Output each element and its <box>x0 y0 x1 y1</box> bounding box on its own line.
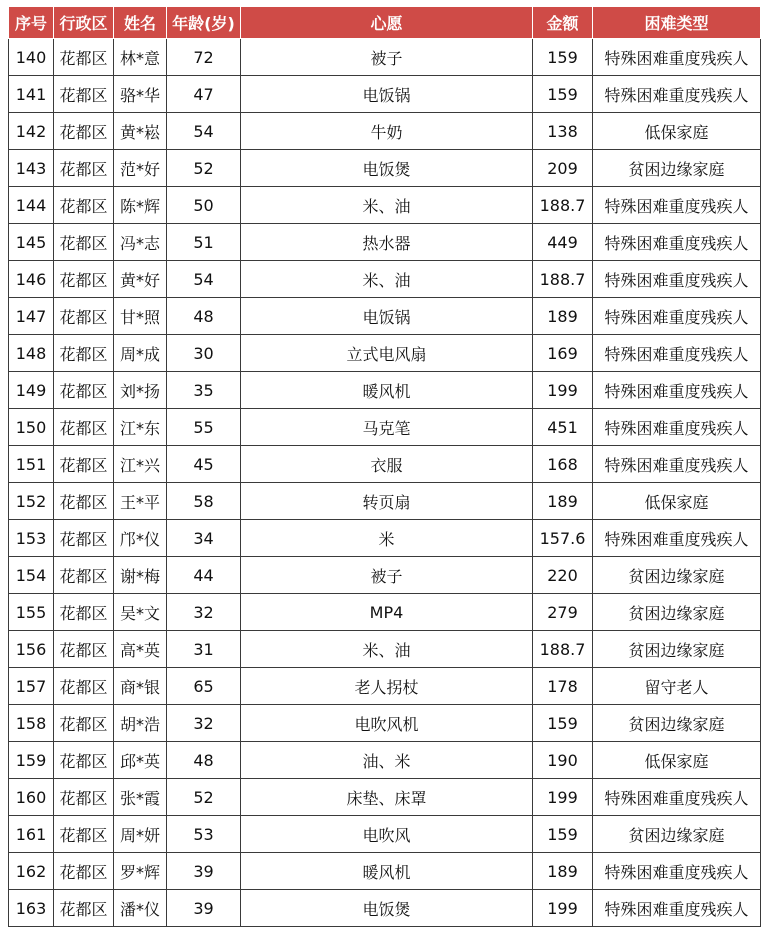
cell-wish: MP4 <box>241 594 533 631</box>
cell-name: 冯*志 <box>114 224 167 261</box>
table-row <box>9 261 761 298</box>
cell-wish: 电吹风 <box>241 816 533 853</box>
cell-wish: 床垫、床罩 <box>241 779 533 816</box>
header-amount: 金额 <box>533 7 593 39</box>
cell-age: 31 <box>167 631 241 668</box>
cell-amount: 279 <box>533 594 593 631</box>
table-row <box>9 853 761 890</box>
cell-age: 45 <box>167 446 241 483</box>
cell-wish: 转页扇 <box>241 483 533 520</box>
table-row <box>9 113 761 150</box>
cell-age: 55 <box>167 409 241 446</box>
cell-hardship-type: 贫困边缘家庭 <box>593 705 761 742</box>
cell-hardship-type: 特殊困难重度残疾人 <box>593 409 761 446</box>
cell-hardship-type: 留守老人 <box>593 668 761 705</box>
cell-district: 花都区 <box>54 594 114 631</box>
cell-name: 范*好 <box>114 150 167 187</box>
cell-index: 156 <box>9 631 54 668</box>
cell-age: 51 <box>167 224 241 261</box>
cell-wish: 电饭锅 <box>241 76 533 113</box>
cell-age: 50 <box>167 187 241 224</box>
table-row <box>9 409 761 446</box>
wish-list-table <box>8 6 761 927</box>
table-row <box>9 483 761 520</box>
cell-age: 65 <box>167 668 241 705</box>
cell-wish: 立式电风扇 <box>241 335 533 372</box>
cell-hardship-type: 特殊困难重度残疾人 <box>593 853 761 890</box>
cell-amount: 220 <box>533 557 593 594</box>
cell-amount: 449 <box>533 224 593 261</box>
table-row <box>9 335 761 372</box>
cell-amount: 189 <box>533 298 593 335</box>
cell-index: 149 <box>9 372 54 409</box>
cell-district: 花都区 <box>54 631 114 668</box>
cell-hardship-type: 特殊困难重度残疾人 <box>593 76 761 113</box>
cell-age: 34 <box>167 520 241 557</box>
cell-hardship-type: 特殊困难重度残疾人 <box>593 520 761 557</box>
cell-wish: 电饭锅 <box>241 298 533 335</box>
cell-district: 花都区 <box>54 113 114 150</box>
cell-district: 花都区 <box>54 224 114 261</box>
cell-wish: 牛奶 <box>241 113 533 150</box>
cell-age: 39 <box>167 853 241 890</box>
cell-wish: 马克笔 <box>241 409 533 446</box>
cell-district: 花都区 <box>54 853 114 890</box>
cell-wish: 老人拐杖 <box>241 668 533 705</box>
cell-district: 花都区 <box>54 557 114 594</box>
table-body <box>9 39 761 927</box>
cell-name: 江*东 <box>114 409 167 446</box>
table-row <box>9 224 761 261</box>
cell-age: 52 <box>167 150 241 187</box>
cell-wish: 米、油 <box>241 187 533 224</box>
cell-age: 58 <box>167 483 241 520</box>
cell-wish: 米 <box>241 520 533 557</box>
cell-district: 花都区 <box>54 261 114 298</box>
cell-index: 147 <box>9 298 54 335</box>
cell-age: 48 <box>167 298 241 335</box>
cell-wish: 被子 <box>241 557 533 594</box>
cell-district: 花都区 <box>54 668 114 705</box>
cell-district: 花都区 <box>54 483 114 520</box>
cell-wish: 电吹风机 <box>241 705 533 742</box>
cell-wish: 衣服 <box>241 446 533 483</box>
cell-age: 52 <box>167 779 241 816</box>
cell-hardship-type: 特殊困难重度残疾人 <box>593 372 761 409</box>
cell-hardship-type: 贫困边缘家庭 <box>593 150 761 187</box>
cell-index: 145 <box>9 224 54 261</box>
cell-wish: 热水器 <box>241 224 533 261</box>
cell-age: 48 <box>167 742 241 779</box>
cell-district: 花都区 <box>54 335 114 372</box>
cell-name: 骆*华 <box>114 76 167 113</box>
cell-district: 花都区 <box>54 446 114 483</box>
cell-name: 周*成 <box>114 335 167 372</box>
cell-amount: 189 <box>533 483 593 520</box>
cell-district: 花都区 <box>54 409 114 446</box>
table-row <box>9 76 761 113</box>
cell-amount: 168 <box>533 446 593 483</box>
cell-wish: 电饭煲 <box>241 890 533 927</box>
cell-age: 53 <box>167 816 241 853</box>
header-hardship-type: 困难类型 <box>593 7 761 39</box>
cell-hardship-type: 贫困边缘家庭 <box>593 631 761 668</box>
cell-age: 72 <box>167 39 241 76</box>
cell-name: 陈*辉 <box>114 187 167 224</box>
cell-name: 高*英 <box>114 631 167 668</box>
cell-amount: 209 <box>533 150 593 187</box>
cell-age: 44 <box>167 557 241 594</box>
cell-hardship-type: 特殊困难重度残疾人 <box>593 39 761 76</box>
cell-amount: 190 <box>533 742 593 779</box>
cell-amount: 138 <box>533 113 593 150</box>
cell-name: 黄*崧 <box>114 113 167 150</box>
cell-hardship-type: 贫困边缘家庭 <box>593 816 761 853</box>
cell-index: 140 <box>9 39 54 76</box>
cell-amount: 157.6 <box>533 520 593 557</box>
table-row <box>9 298 761 335</box>
cell-index: 153 <box>9 520 54 557</box>
cell-district: 花都区 <box>54 520 114 557</box>
cell-wish: 油、米 <box>241 742 533 779</box>
cell-amount: 169 <box>533 335 593 372</box>
cell-age: 54 <box>167 261 241 298</box>
cell-name: 罗*辉 <box>114 853 167 890</box>
cell-age: 35 <box>167 372 241 409</box>
cell-index: 154 <box>9 557 54 594</box>
cell-hardship-type: 低保家庭 <box>593 742 761 779</box>
cell-name: 张*霞 <box>114 779 167 816</box>
cell-age: 32 <box>167 705 241 742</box>
cell-amount: 159 <box>533 816 593 853</box>
cell-name: 周*妍 <box>114 816 167 853</box>
cell-wish: 米、油 <box>241 261 533 298</box>
cell-hardship-type: 特殊困难重度残疾人 <box>593 261 761 298</box>
cell-index: 148 <box>9 335 54 372</box>
table-row <box>9 39 761 76</box>
cell-index: 143 <box>9 150 54 187</box>
table-row <box>9 705 761 742</box>
cell-index: 157 <box>9 668 54 705</box>
cell-district: 花都区 <box>54 187 114 224</box>
cell-district: 花都区 <box>54 742 114 779</box>
cell-name: 王*平 <box>114 483 167 520</box>
cell-index: 152 <box>9 483 54 520</box>
cell-amount: 189 <box>533 853 593 890</box>
cell-amount: 199 <box>533 890 593 927</box>
cell-hardship-type: 特殊困难重度残疾人 <box>593 187 761 224</box>
cell-hardship-type: 特殊困难重度残疾人 <box>593 446 761 483</box>
cell-amount: 178 <box>533 668 593 705</box>
cell-district: 花都区 <box>54 372 114 409</box>
cell-wish: 暖风机 <box>241 372 533 409</box>
cell-amount: 159 <box>533 39 593 76</box>
header-district: 行政区 <box>54 7 114 39</box>
cell-age: 47 <box>167 76 241 113</box>
cell-hardship-type: 贫困边缘家庭 <box>593 557 761 594</box>
cell-index: 144 <box>9 187 54 224</box>
cell-wish: 电饭煲 <box>241 150 533 187</box>
cell-amount: 451 <box>533 409 593 446</box>
cell-name: 林*意 <box>114 39 167 76</box>
header-age: 年龄(岁) <box>167 7 241 39</box>
header-name: 姓名 <box>114 7 167 39</box>
cell-name: 谢*梅 <box>114 557 167 594</box>
table-row <box>9 631 761 668</box>
cell-name: 吴*文 <box>114 594 167 631</box>
table-row <box>9 594 761 631</box>
header-row <box>9 7 761 39</box>
cell-age: 30 <box>167 335 241 372</box>
cell-name: 江*兴 <box>114 446 167 483</box>
cell-hardship-type: 特殊困难重度残疾人 <box>593 335 761 372</box>
table-row <box>9 446 761 483</box>
cell-amount: 159 <box>533 76 593 113</box>
cell-wish: 米、油 <box>241 631 533 668</box>
cell-wish: 暖风机 <box>241 853 533 890</box>
cell-index: 155 <box>9 594 54 631</box>
cell-index: 141 <box>9 76 54 113</box>
cell-index: 159 <box>9 742 54 779</box>
cell-hardship-type: 特殊困难重度残疾人 <box>593 890 761 927</box>
cell-age: 39 <box>167 890 241 927</box>
cell-name: 甘*照 <box>114 298 167 335</box>
table-row <box>9 372 761 409</box>
cell-age: 54 <box>167 113 241 150</box>
cell-district: 花都区 <box>54 816 114 853</box>
cell-district: 花都区 <box>54 779 114 816</box>
cell-amount: 188.7 <box>533 631 593 668</box>
header-wish: 心愿 <box>241 7 533 39</box>
table-row <box>9 150 761 187</box>
table-row <box>9 557 761 594</box>
cell-index: 146 <box>9 261 54 298</box>
cell-hardship-type: 低保家庭 <box>593 113 761 150</box>
cell-hardship-type: 特殊困难重度残疾人 <box>593 779 761 816</box>
cell-name: 潘*仪 <box>114 890 167 927</box>
cell-name: 邝*仪 <box>114 520 167 557</box>
cell-hardship-type: 特殊困难重度残疾人 <box>593 224 761 261</box>
cell-amount: 199 <box>533 372 593 409</box>
header-index: 序号 <box>9 7 54 39</box>
table-row <box>9 890 761 927</box>
table-row <box>9 742 761 779</box>
cell-index: 162 <box>9 853 54 890</box>
cell-district: 花都区 <box>54 705 114 742</box>
cell-index: 158 <box>9 705 54 742</box>
cell-district: 花都区 <box>54 150 114 187</box>
table-row <box>9 779 761 816</box>
cell-index: 160 <box>9 779 54 816</box>
cell-index: 151 <box>9 446 54 483</box>
cell-hardship-type: 特殊困难重度残疾人 <box>593 298 761 335</box>
cell-amount: 159 <box>533 705 593 742</box>
cell-district: 花都区 <box>54 298 114 335</box>
cell-amount: 188.7 <box>533 261 593 298</box>
table-row <box>9 816 761 853</box>
cell-name: 商*银 <box>114 668 167 705</box>
cell-age: 32 <box>167 594 241 631</box>
cell-name: 胡*浩 <box>114 705 167 742</box>
table-row <box>9 187 761 224</box>
cell-hardship-type: 贫困边缘家庭 <box>593 594 761 631</box>
table-row <box>9 520 761 557</box>
cell-name: 黄*好 <box>114 261 167 298</box>
table-row <box>9 668 761 705</box>
cell-index: 163 <box>9 890 54 927</box>
cell-district: 花都区 <box>54 890 114 927</box>
cell-wish: 被子 <box>241 39 533 76</box>
cell-amount: 199 <box>533 779 593 816</box>
cell-index: 161 <box>9 816 54 853</box>
cell-index: 142 <box>9 113 54 150</box>
cell-amount: 188.7 <box>533 187 593 224</box>
cell-name: 邱*英 <box>114 742 167 779</box>
cell-hardship-type: 低保家庭 <box>593 483 761 520</box>
cell-name: 刘*扬 <box>114 372 167 409</box>
cell-district: 花都区 <box>54 39 114 76</box>
cell-index: 150 <box>9 409 54 446</box>
cell-district: 花都区 <box>54 76 114 113</box>
